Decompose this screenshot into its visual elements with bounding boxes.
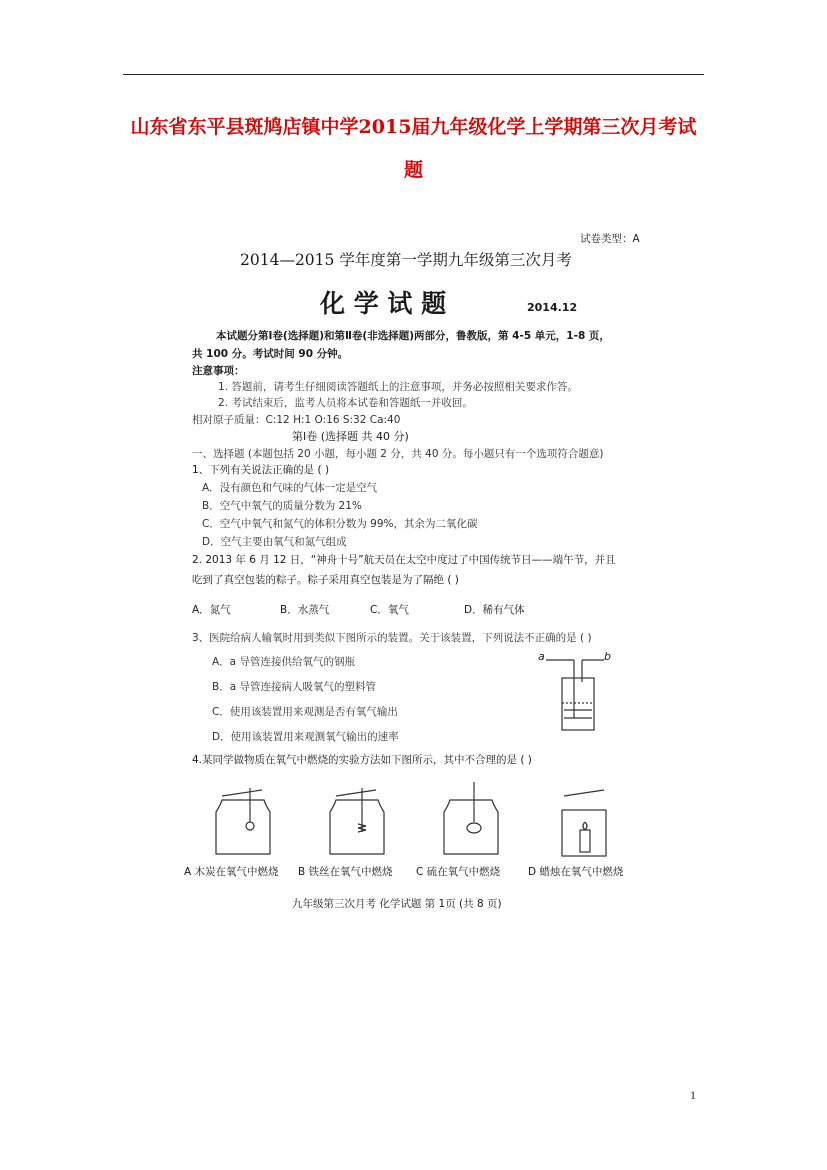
combustion-experiments-figure [192, 782, 652, 862]
atomic-masses: 相对原子质量：C:12 H:1 O:16 S:32 Ca:40 [192, 414, 401, 426]
question-1-option-a: A．没有颜色和气味的气体一定是空气 [202, 482, 378, 494]
notice-2: 2. 考试结束后，监考人员将本试卷和答题纸一并收回。 [218, 397, 473, 409]
paper-type: 试卷类型：A [580, 233, 640, 245]
document-title: 山东省东平县斑鸠店镇中学2015届九年级化学上学期第三次月考试 [130, 116, 697, 138]
question-2-stem-2: 吃到了真空包装的粽子。粽子采用真空包装是为了隔绝 ( ) [192, 574, 459, 586]
question-3-option-b: B．a 导管连接病人吸氧气的塑料管 [212, 681, 376, 693]
question-1-option-d: D．空气主要由氧气和氮气组成 [202, 536, 347, 548]
scan-footer: 九年级第三次月考 化学试题 第 1页 (共 8 页) [292, 898, 502, 910]
exam-heading: 2014—2015 学年度第一学期九年级第三次月考 [240, 251, 572, 269]
header-rule [123, 74, 704, 75]
caption-a: A 木炭在氧气中燃烧 [184, 866, 279, 878]
jar-b [330, 788, 384, 854]
intro-line-2: 共 100 分。考试时间 90 分钟。 [192, 348, 349, 360]
question-1-stem: 1、下列有关说法正确的是 ( ) [192, 464, 330, 476]
notice-1: 1. 答题前，请考生仔细阅读答题纸上的注意事项，并务必按照相关要求作答。 [218, 381, 578, 393]
question-4-stem: 4.某同学做物质在氧气中燃烧的实验方法如下图所示，其中不合理的是 ( ) [192, 754, 532, 766]
notice-heading: 注意事项： [192, 365, 245, 377]
intro-line-1: 本试题分第Ⅰ卷(选择题)和第Ⅱ卷(非选择题)两部分，鲁教版，第 4-5 单元，1-8 页， [216, 330, 610, 342]
question-2-option-a: A．氮气 [192, 604, 231, 616]
jar-c [444, 782, 498, 854]
exam-date: 2014.12 [527, 301, 578, 314]
question-2-stem-1: 2. 2013 年 6 月 12 日，“神舟十号”航天员在太空中度过了中国传统节日——端午节，并且 [192, 554, 616, 566]
subject-title: 化 学 试 题 [320, 289, 447, 318]
question-3-option-a: A．a 导管连接供给氧气的钢瓶 [212, 656, 355, 668]
question-1-option-c: C．空气中氧气和氮气的体积分数为 99%，其余为二氧化碳 [202, 518, 478, 530]
question-3-option-d: D．使用该装置用来观测氧气输出的速率 [212, 731, 399, 743]
question-1-option-b: B．空气中氧气的质量分数为 21% [202, 500, 362, 512]
jar-a [216, 788, 270, 854]
part1-heading: 第Ⅰ卷 (选择题 共 40 分) [292, 430, 409, 443]
document-title-continued: 题 [403, 159, 423, 181]
question-3-stem: 3、医院给病人输氧时用到类似下图所示的装置。关于该装置，下列说法不正确的是 ( ) [192, 632, 592, 644]
scanned-exam-page [172, 222, 652, 922]
question-3-option-c: C．使用该装置用来观测是否有氧气输出 [212, 706, 398, 718]
caption-c: C 硫在氧气中燃烧 [416, 866, 501, 878]
question-2-option-b: B．水蒸气 [280, 604, 330, 616]
caption-d: D 蜡烛在氧气中燃烧 [528, 866, 624, 878]
page-number: 1 [690, 1088, 696, 1102]
figure-label-a: a [538, 650, 545, 663]
caption-b: B 铁丝在氧气中燃烧 [298, 866, 393, 878]
section-intro: 一、选择题 (本题包括 20 小题，每小题 2 分，共 40 分。每小题只有一个选项符合题意) [192, 448, 604, 460]
question-2-option-d: D．稀有气体 [464, 604, 525, 616]
question-2-option-c: C．氧气 [370, 604, 409, 616]
figure-label-b: b [604, 650, 611, 663]
jar-d [562, 790, 606, 856]
